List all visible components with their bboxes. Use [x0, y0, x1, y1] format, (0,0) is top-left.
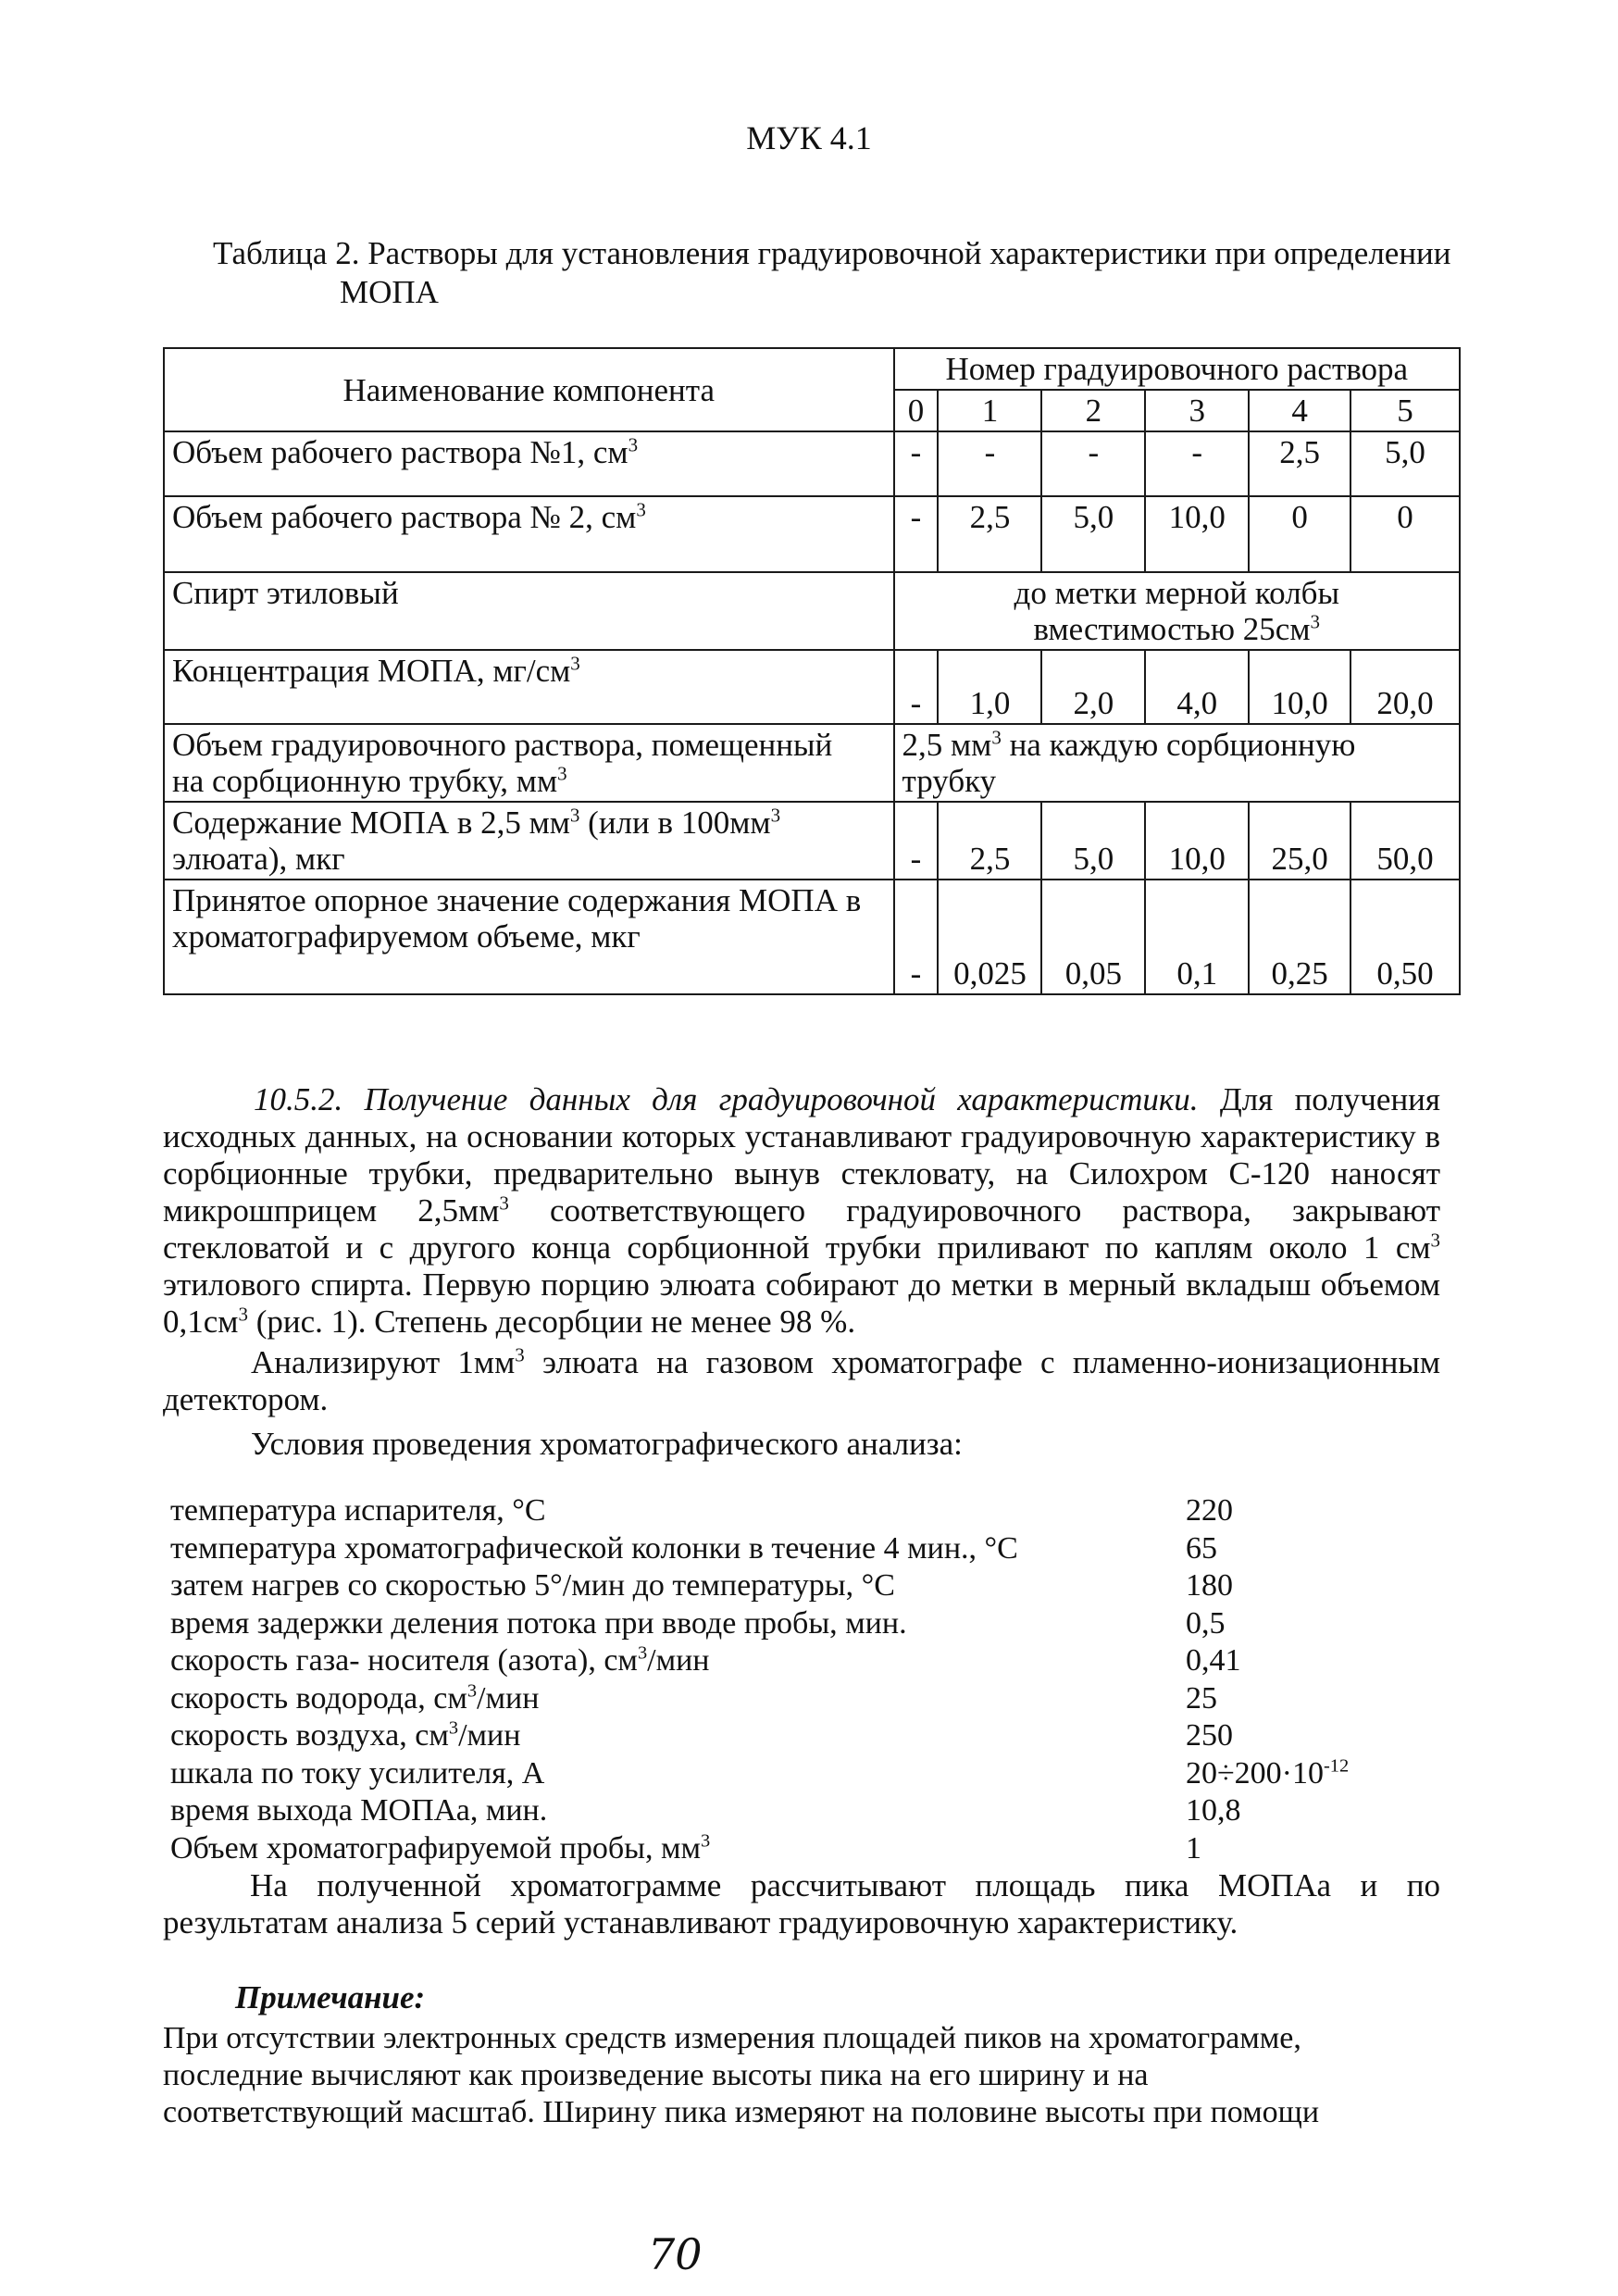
condition-value: 250	[1186, 1718, 1233, 1753]
table-cell: 2,5	[938, 802, 1041, 880]
condition-value: 10,8	[1186, 1793, 1241, 1828]
table-cell: 10,0	[1145, 496, 1249, 572]
condition-value: 25	[1186, 1680, 1217, 1716]
condition-value: 1	[1186, 1830, 1201, 1866]
condition-value: 180	[1186, 1568, 1233, 1603]
solution-number-4: 4	[1249, 390, 1350, 431]
solution-number-1: 1	[938, 390, 1041, 431]
table-span-cell: до метки мерной колбы вместимостью $25см^3$	[894, 572, 1460, 650]
condition-label: шкала по току усилителя, А	[170, 1755, 545, 1791]
table-row	[164, 572, 1460, 650]
table-row	[164, 880, 1460, 994]
condition-row	[170, 1567, 1374, 1605]
table-cell: -	[894, 431, 939, 496]
condition-row	[170, 1492, 1374, 1530]
solution-number-5: 5	[1350, 390, 1460, 431]
condition-value: 0,5	[1186, 1605, 1226, 1641]
table-cell: 0,25	[1249, 880, 1350, 994]
table-cell: 5,0	[1041, 802, 1145, 880]
note-text: При отсутствии электронных средств измерения площадей пиков на хроматограмме, последние вычисляют как произведение высоты пика на его ширину и на соответствующий масштаб. Ширину пика измеряют на половине высоты при помощи	[163, 2021, 1320, 2129]
calibration-table	[163, 347, 1461, 995]
table-header-row	[164, 348, 1460, 390]
page-number: 70	[648, 2229, 703, 2279]
analysis-paragraph: Анализируют $1мм^3$ элюата на газовом хроматографе с пламенно-ионизационным детектором.	[163, 1343, 1441, 1417]
table-cell: -	[894, 496, 939, 572]
condition-row	[170, 1792, 1374, 1830]
condition-label: затем нагрев со скоростью 5°/мин до температуры, °С	[170, 1568, 895, 1603]
table-cell: -	[1041, 431, 1145, 496]
table-cell: -	[1145, 431, 1249, 496]
table-caption	[213, 234, 1481, 312]
solution-number-0: 0	[894, 390, 939, 431]
table-cell: 4,0	[1145, 650, 1249, 724]
table-cell: -	[894, 802, 939, 880]
header-component: Наименование компонента	[164, 348, 894, 431]
row-label: Принятое опорное значение содержания МОПА в хроматографируемом объеме, мкг	[164, 880, 894, 994]
table-row	[164, 431, 1460, 496]
condition-label: скорость водорода, $см^3$/мин	[170, 1680, 540, 1716]
table-row	[164, 496, 1460, 572]
section-paragraph: 10.5.2. Получение данных для градуировочной характеристики. Для получения исходных данных, на основании которых устанавливают градуировочную характеристику в сорбционные трубки, предварительно вынув стекловату, на Силохром С-120 наносят микрошприцем $2,5мм^3$ соответствующего градуировочного раствора, закрывают стекловатой и с другого конца сорбционной трубки приливают по каплям около 1 $см^3$ этилового спирта. Первую порцию элюата собирают до метки в мерный вкладыш объемом $0,1см^3$ (рис. 1). Степень десорбции не менее 98 %.	[163, 1081, 1441, 1340]
condition-label: время задержки деления потока при вводе пробы, мин.	[170, 1605, 907, 1641]
table-row	[164, 802, 1460, 880]
condition-row	[170, 1830, 1374, 1868]
condition-value: 220	[1186, 1493, 1233, 1528]
condition-row	[170, 1605, 1374, 1643]
table-cell: 50,0	[1350, 802, 1460, 880]
solution-number-2: 2	[1041, 390, 1145, 431]
row-label: Спирт этиловый	[164, 572, 894, 650]
table-cell: 10,0	[1249, 650, 1350, 724]
document-header: МУК 4.1	[746, 119, 872, 156]
header-solution-number: Номер градуировочного раствора	[894, 348, 1460, 390]
table-caption-line2: МОПА	[340, 274, 439, 310]
condition-value: 65	[1186, 1530, 1217, 1566]
table-cell: 0,1	[1145, 880, 1249, 994]
table-cell: -	[894, 650, 939, 724]
section-title: Получение данных для градуировочной характеристики.	[364, 1081, 1199, 1117]
note-title: Примечание:	[235, 1979, 426, 2015]
table-row	[164, 650, 1460, 724]
row-label: Объем рабочего раствора №1, $см^3$	[164, 431, 894, 496]
condition-row	[170, 1530, 1374, 1568]
table-cell: 2,5	[938, 496, 1041, 572]
table-cell: 1,0	[938, 650, 1041, 724]
table-cell: 10,0	[1145, 802, 1249, 880]
conditions-intro: Условия проведения хроматографического анализа:	[251, 1426, 963, 1462]
solution-number-3: 3	[1145, 390, 1249, 431]
table-cell: 0,025	[938, 880, 1041, 994]
table-span-cell: 2,5 $мм^3$ на каждую сорбционную трубку	[894, 724, 1460, 802]
section-number: 10.5.2.	[254, 1081, 343, 1117]
result-paragraph: На полученной хроматограмме рассчитывают площадь пика МОПАа и по результатам анализа 5 серий устанавливают градуировочную характеристику.	[163, 1867, 1440, 1940]
table-cell: 5,0	[1350, 431, 1460, 496]
condition-label: Объем хроматографируемой пробы, $мм^3$	[170, 1830, 711, 1866]
table-cell: 25,0	[1249, 802, 1350, 880]
condition-row	[170, 1755, 1374, 1793]
table-cell: 2,0	[1041, 650, 1145, 724]
condition-value: $20\div 200\cdot 10^{-12}$	[1186, 1755, 1350, 1791]
condition-label: температура хроматографической колонки в течение 4 мин., °С	[170, 1530, 1018, 1566]
table-cell: 0,05	[1041, 880, 1145, 994]
condition-label: температура испарителя, °С	[170, 1493, 546, 1528]
table-cell: 2,5	[1249, 431, 1350, 496]
conditions-list	[170, 1492, 1374, 1867]
table-cell: 0	[1350, 496, 1460, 572]
table-cell: 0	[1249, 496, 1350, 572]
condition-label: скорость воздуха, $см^3$/мин	[170, 1717, 521, 1753]
row-label: Концентрация МОПА, $мг/см^3$	[164, 650, 894, 724]
table-cell: 5,0	[1041, 496, 1145, 572]
condition-label: скорость газа- носителя (азота), $см^3$/мин	[170, 1642, 710, 1678]
condition-row	[170, 1717, 1374, 1755]
table-cell: -	[894, 880, 939, 994]
row-label: Содержание МОПА в 2,5 $мм^3$ (или в $100мм^3$ элюата), мкг	[164, 802, 894, 880]
condition-row	[170, 1642, 1374, 1680]
table-caption-line1: Таблица 2. Растворы для установления градуировочной характеристики при определении	[213, 235, 1451, 271]
table-cell: 20,0	[1350, 650, 1460, 724]
table-cell: 0,50	[1350, 880, 1460, 994]
condition-label: время выхода МОПАа, мин.	[170, 1793, 548, 1828]
condition-value: 0,41	[1186, 1643, 1241, 1678]
row-label: Объем градуировочного раствора, помещенный на сорбционную трубку, $мм^3$	[164, 724, 894, 802]
row-label: Объем рабочего раствора № 2, $см^3$	[164, 496, 894, 572]
table-row	[164, 724, 1460, 802]
table-cell: -	[938, 431, 1041, 496]
condition-row	[170, 1680, 1374, 1718]
